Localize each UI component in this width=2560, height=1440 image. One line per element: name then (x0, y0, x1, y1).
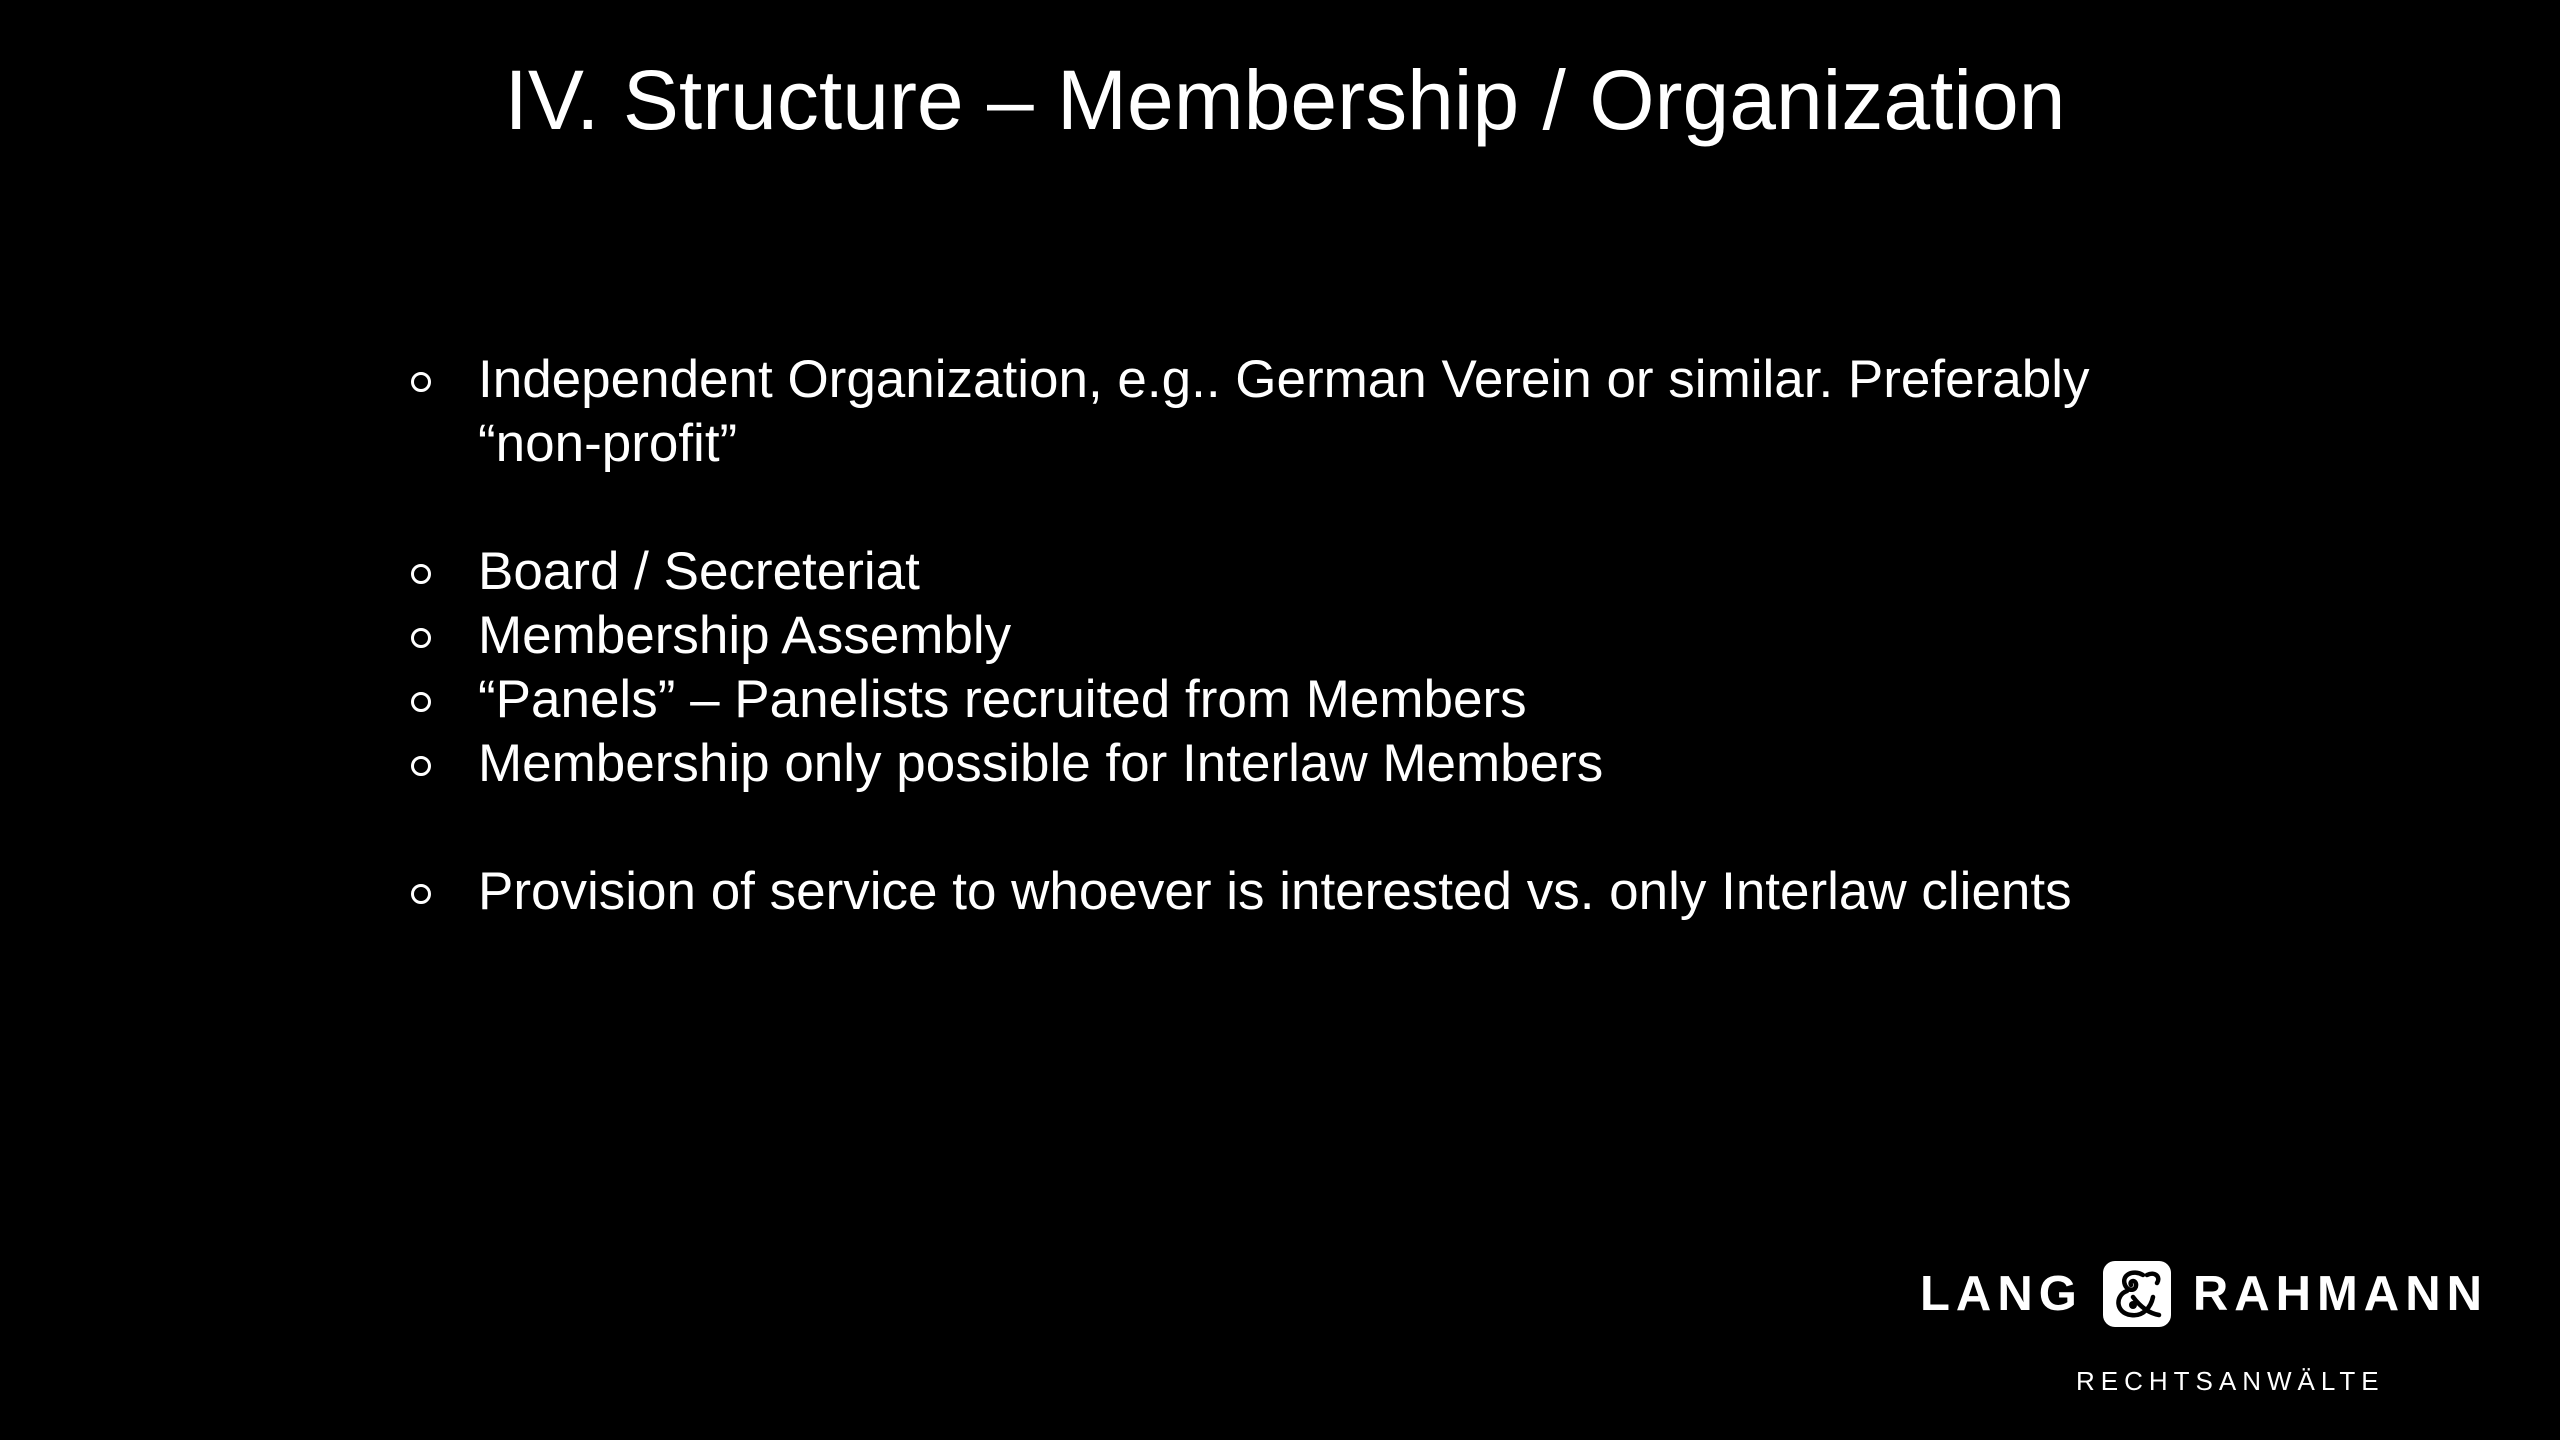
list-item (405, 604, 2185, 668)
hollow-circle-bullet-icon (411, 564, 431, 584)
hollow-circle-bullet-icon (411, 692, 431, 712)
list-item-text: Membership only possible for Interlaw Members (478, 734, 1604, 793)
list-item-text: Board / Secreteriat (478, 542, 920, 601)
company-logo (1920, 1258, 2520, 1398)
hollow-circle-bullet-icon (411, 372, 431, 392)
list-spacer (405, 476, 2185, 540)
logo-word-right: RAHMANN (2192, 1267, 2488, 1321)
hollow-circle-bullet-icon (411, 756, 431, 776)
logo-wordmark (1920, 1258, 2520, 1330)
list-item (405, 860, 2185, 924)
logo-subtitle: RECHTSANWÄLTE (2076, 1366, 2385, 1396)
list-item (405, 540, 2185, 604)
list-spacer (405, 796, 2185, 860)
list-item (405, 668, 2185, 732)
slide-title: IV. Structure – Membership / Organization (504, 53, 2066, 147)
list-item-text: “Panels” – Panelists recruited from Members (478, 670, 1527, 729)
hollow-circle-bullet-icon (411, 884, 431, 904)
ampersand-emblem-icon (2103, 1261, 2171, 1327)
bullet-list (405, 348, 2185, 924)
list-item-text: Provision of service to whoever is interested vs. only Interlaw clients (478, 862, 2072, 921)
list-item-text: Independent Organization, e.g.. German Verein or similar. Preferably “non-profit” (478, 350, 2090, 473)
list-item (405, 348, 2185, 476)
list-item-text: Membership Assembly (478, 606, 1012, 665)
list-item (405, 732, 2185, 796)
logo-word-left: LANG (1920, 1267, 2083, 1321)
hollow-circle-bullet-icon (411, 628, 431, 648)
